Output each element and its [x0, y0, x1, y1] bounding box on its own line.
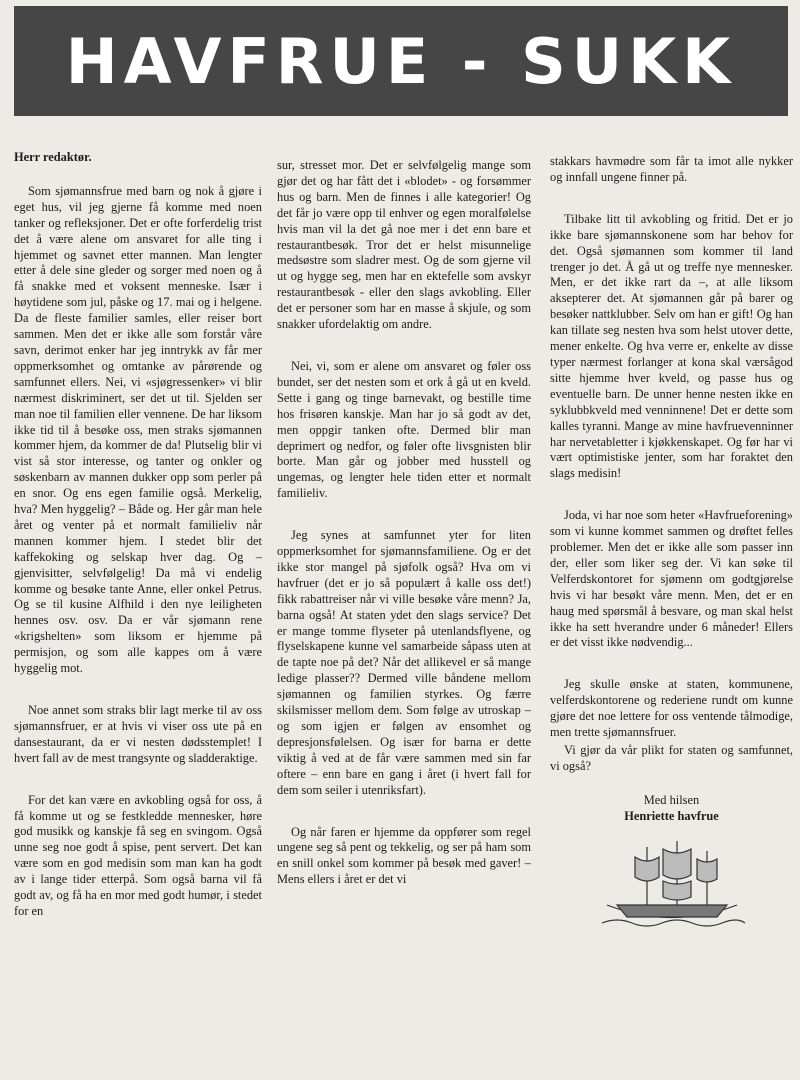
- page-title: HAVFRUE - SUKK: [65, 24, 737, 98]
- paragraph: Joda, vi har noe som heter «Havfrueforening» som vi kunne kommet sammen og drøftet felles problemer. Men det er ikke alle som passer inn der, eller som liker seg der. Vi kan søke til Velferdskontoret for sjømenn om godtgjørelse hvis vi har besøkt våre menn. Men, det er en haug med spørsmål å besvare, og man skal helst ikke ha sett hverandre under 6 måneder! Ellers er det visst ikke nødvendig...: [550, 508, 793, 650]
- column-2: [277, 158, 531, 1080]
- salutation: Herr redaktør.: [14, 150, 92, 164]
- paragraph: sur, stresset mor. Det er selvfølgelig mange som gjør det og har fått det i «blodet» - og forsømmer hus og barn. Men de finnes i alle kategorier! Og det får jo være opp til enhver og egen moralfølelse hvis man vil la det gå noe mer i det enn bare et restaurantbesøk. Tror det er helst misunnelige medsøstre som sladrer mest. Og de som gjerne vil ut og hygge seg, men har en ektefelle som avskyr restaurantbesøk - eller den slags avkobling. Eller det er personer som har en masse å skjule, og som snakker ufordelaktig om andre.: [277, 158, 531, 332]
- paragraph: Nei, vi, som er alene om ansvaret og føler oss bundet, ser det nesten som et ork å gå ut en kveld. Sette i gang og tinge barnevakt, og bestille time hos frisøren kanskje. Man har jo så godt av det, men oppgir tanken ofte. Dermed blir man deprimert og nedfor, og føler ofte livsgnisten blir borte. Man går og jobber med husstell og ungemas, og lengter hele tiden etter et normalt familieliv.: [277, 358, 531, 501]
- column-1: [14, 150, 262, 1080]
- paragraph: Som sjømannsfrue med barn og nok å gjøre i eget hus, vil jeg gjerne få komme med noen tanker og refleksjoner. Det er ofte forferdelig trist det å være alene om ansvaret for alle ting i hjemmet og savnet etter mannen. Man lengter etter å dele sine gleder og sorger med noen og å få snakke med et voksent menneske. Især i høytidene som jul, påske og 17. mai og i helgene. Da de fleste familier samles, eller reiser bort sammen. Men det er ikke alle som forstår våre savn, derimot enker har jeg inntrykk av får mer oppmerksomhet og omtanke av pårørende og samfunnet ellers. Nei, vi «sjøgressenker» vi blir nærmest diskriminert, ser det ut til. Sjelden ser man noe til familien eller vennene. De har liksom ikke tid til å besøke oss, men straks sjømannen kommer hjem, da kommer de da! Plutselig blir vi vist så stor interesse, og tanter og onkler og søskenbarn av mannen dukker opp som perler på en snor. Og ens egen familie også. Merkelig, hva? Men hyggelig? – Både og. Her går man hele året og venter på et normalt familieliv når mannen kommer hjem. I stedet blir det kaffekoking og selskap hver dag. Og – gjenvisitter, selvfølgelig! Da må vi endelig komme og besøke tante Anne, eller onkel Petrus. Og se til kusine Alfhild i den nye leiligheten hennes osv. osv. Da er vår sjømann rene «krigshelten» som liksom er hjemme på permisjon, og som alle kappes om å være hyggelig mot.: [14, 183, 262, 676]
- paragraph: Jeg synes at samfunnet yter for liten oppmerksomhet for sjømannsfamiliene. Og er det ikke stor mangel på sjøfolk også? Hva om vi havfruer (det er jo så populært å kalle oss det!) fikk rabattreiser når vi ville besøke våre menn? Ja, barna også! At staten ydet den slags service? Det er mange tomme flyseter på utenlandsflyene, og flyselskapene kunne vel samarbeide såpass uten at de tapte noe på det? Når det allikevel er så mange ledige plasser?? Dermed ville båndene mellom sjømannen og familien styrkes. Og færre skilsmisser mellom dem. Som følge av utroskap – og som igjen er følgen av ensomhet og depresjonsfølelsen. Og især for barna er dette viktig å ved at de får være sammen med sin far oftere – enn bare en gang i året (i hvert fall for dem som seiler i utenriksfart).: [277, 528, 531, 797]
- paragraph: For det kan være en avkobling også for oss, å få komme ut og se festkledde mennesker, høre god musikk og kanskje få seg en svingom. Også unne seg noe godt å spise, pent servert. Det kan være som en god medisin som man kan ha godt av i lange tider etterpå. Som også barna vil få godt av, og få ha en mor med godt humør, i stedet for en: [14, 792, 262, 918]
- paragraph: Vi gjør da vår plikt for staten og samfunnet, vi også?: [550, 743, 793, 773]
- paragraph: Tilbake litt til avkobling og fritid. Det er jo ikke bare sjømannskonene som har behov for det. Også sjømannen som kommer til land trenger jo det. Å gå ut og treffe nye mennesker. Men, er det ikke rart da –, at alle liksom aksepterer det. At sjømannen går på barer og besøker nattklubber. Selv om han er gift! Og han kan tillate seg nesten hva som helst utover dette, mener enkelte. Og hva verre er, enkelte av disse typer nærmest forlanger at kona skal værsågod sitte hjemme hver kveld, og passe hus og eventuelle barn. De unner henne nesten ikke en syklubbkveld med venninnene! Det er dette som kalles tyranni. Mange av mine havfruevenninner har nervetabletter i kjøkkenskapet. Og før har vi vært optimistiske jenter, som har foraktet den slags medisin!: [550, 211, 793, 481]
- signature-block: [550, 793, 793, 825]
- paragraph: Noe annet som straks blir lagt merke til av oss sjømannsfruer, er at hvis vi viser oss ute på en dansestaurant, da er vi nesten dødsstemplet! I hvert fall av de mest trangsynte og sladderaktige.: [14, 703, 262, 765]
- paragraph: Jeg skulle ønske at staten, kommunene, velferdskontorene og rederiene rundt om kunne gjøre det noe lettere for oss ventende tålmodige, men trette sjømannsfruer.: [550, 677, 793, 740]
- closing: Med hilsen: [643, 792, 700, 807]
- title-banner: [14, 6, 788, 116]
- paragraph: Og når faren er hjemme da oppfører som regel ungene seg så pent og tekkelig, og ser på ham som en snill onkel som kommer på besøk med gaver! – Mens ellers i året er det vi: [277, 824, 531, 887]
- sailing-ship-illustration: [597, 835, 747, 930]
- signature-name: Henriette havfrue: [624, 808, 719, 823]
- paragraph: stakkars havmødre som får ta imot alle nykker og innfall ungene finner på.: [550, 154, 793, 184]
- column-3: [550, 154, 793, 1080]
